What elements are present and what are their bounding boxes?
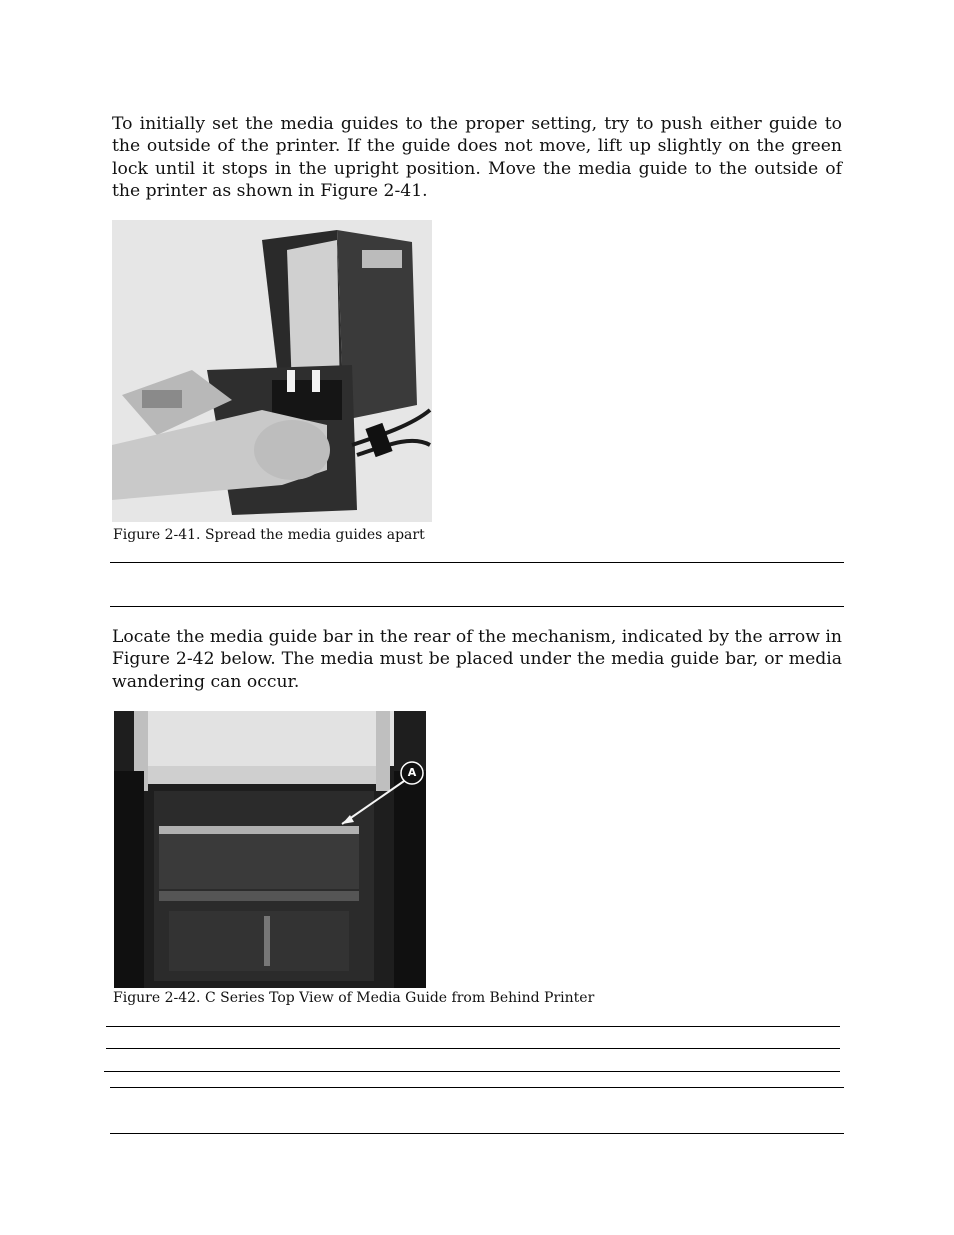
divider-rule [106,1026,840,1027]
divider-rule [110,562,844,563]
callout-a-label: A [407,766,417,779]
divider-rule [110,606,844,607]
media-guide-top-view-photo [114,711,426,988]
guide-bar-paragraph: Locate the media guide bar in the rear of the mechanism, indicated by the arrow in Figure 2-42 below. The media must be placed under the media guide bar, or media wandering can occur. [112,627,842,692]
divider-rule [106,1048,840,1049]
divider-rule [110,1133,844,1134]
divider-rule [104,1071,840,1072]
figure-caption-2-41: Figure 2-41. Spread the media guides apart [113,527,425,543]
printer-open-photo [112,220,432,522]
figure-caption-2-42: Figure 2-42. C Series Top View of Media Guide from Behind Printer [113,990,595,1006]
divider-rule [110,1087,844,1088]
intro-paragraph: To initially set the media guides to the proper setting, try to push either guide to the outside of the printer. If the guide does not move, lift up slightly on the green lock until it stops in the upright position. Move the media guide to the outside of the printer as shown in Figure 2-41. [112,114,842,202]
